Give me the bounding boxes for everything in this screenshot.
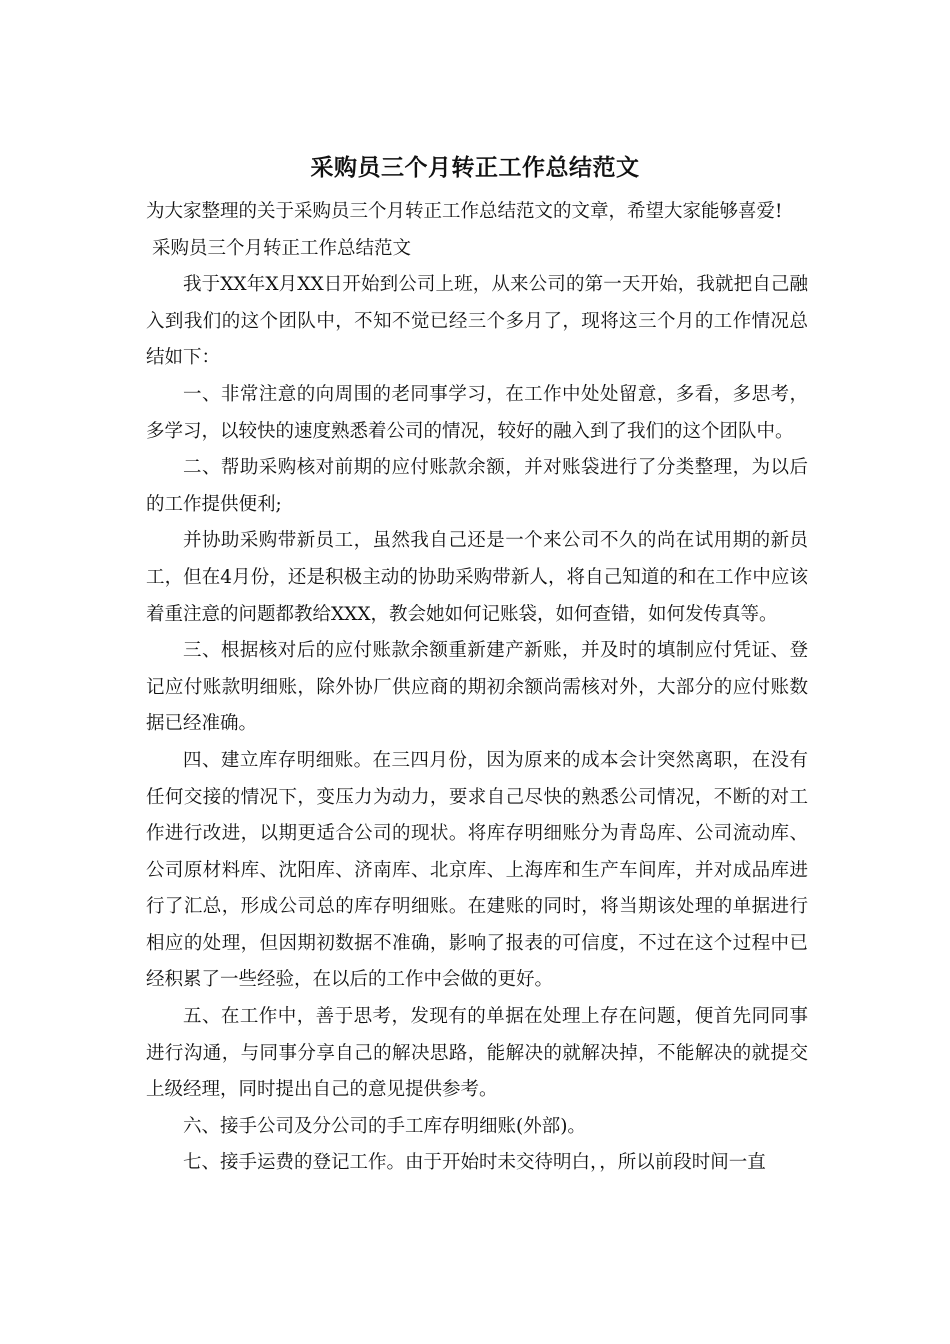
paragraph-3: 三、根据核对后的应付账款余额重新建产新账，并及时的填制应付凭证、登记应付账款明细账，除外协厂供应商的期初余额尚需核对外，大部分的应付账数据已经准确。 — [146, 640, 808, 735]
intro-line: 为大家整理的关于采购员三个月转正工作总结范文的文章，希望大家能够喜爱! — [146, 201, 783, 222]
document-title: 采购员三个月转正工作总结范文 — [310, 154, 640, 181]
paragraph-4: 四、建立库存明细账。在三四月份，因为原来的成本会计突然离职，在没有任何交接的情况下，变压力为动力，要求自己尽快的熟悉公司情况，不断的对工作进行改进，以期更适合公司的现状。将库存明细账分为青岛库、公司流动库、公司原材料库、沈阳库、济南库、北京库、上海库和生产车间库，并对成品库进行了汇总，形成公司总的库存明细账。在建账的同时，将当期该处理的单据进行相应的处理，但因期初数据不准确，影响了报表的可信度，不过在这个过程中已经积累了一些经验，在以后的工作中会做的更好。 — [146, 749, 808, 991]
paragraph-2: 二、帮助采购核对前期的应付账款余额，并对账袋进行了分类整理，为以后的工作提供便利; — [146, 457, 808, 515]
paragraph-2-continued: 并协助采购带新员工，虽然我自己还是一个来公司不久的尚在试用期的新员工，但在4月份，还是积极主动的协助采购带新人，将自己知道的和在工作中应该着重注意的问题都教给XXX，教会她如何记账袋，如何查错，如何发传真等。 — [146, 530, 808, 625]
paragraph-1: 一、非常注意的向周围的老同事学习，在工作中处处留意，多看，多思考，多学习，以较快的速度熟悉着公司的情况，较好的融入到了我们的这个团队中。 — [146, 383, 808, 442]
paragraph-7: 七、接手运费的登记工作。由于开始时未交待明白，，所以前段时间一直 — [183, 1152, 766, 1174]
paragraph-6: 六、接手公司及分公司的手工库存明细账(外部)。 — [183, 1115, 586, 1137]
paragraph-intro: 我于XX年X月XX日开始到公司上班，从来公司的第一天开始，我就把自己融入到我们的这个团队中，不知不觉已经三个多月了，现将这三个月的工作情况总结如下： — [146, 274, 808, 369]
document-body — [146, 194, 808, 1182]
paragraph-5: 五、在工作中，善于思考，发现有的单据在处理上存在问题，便首先同同事进行沟通，与同事分享自己的解决思路，能解决的就解决掉，不能解决的就提交上级经理，同时提出自己的意见提供参考。 — [146, 1006, 808, 1101]
document-subtitle: 采购员三个月转正工作总结范文 — [152, 237, 412, 259]
